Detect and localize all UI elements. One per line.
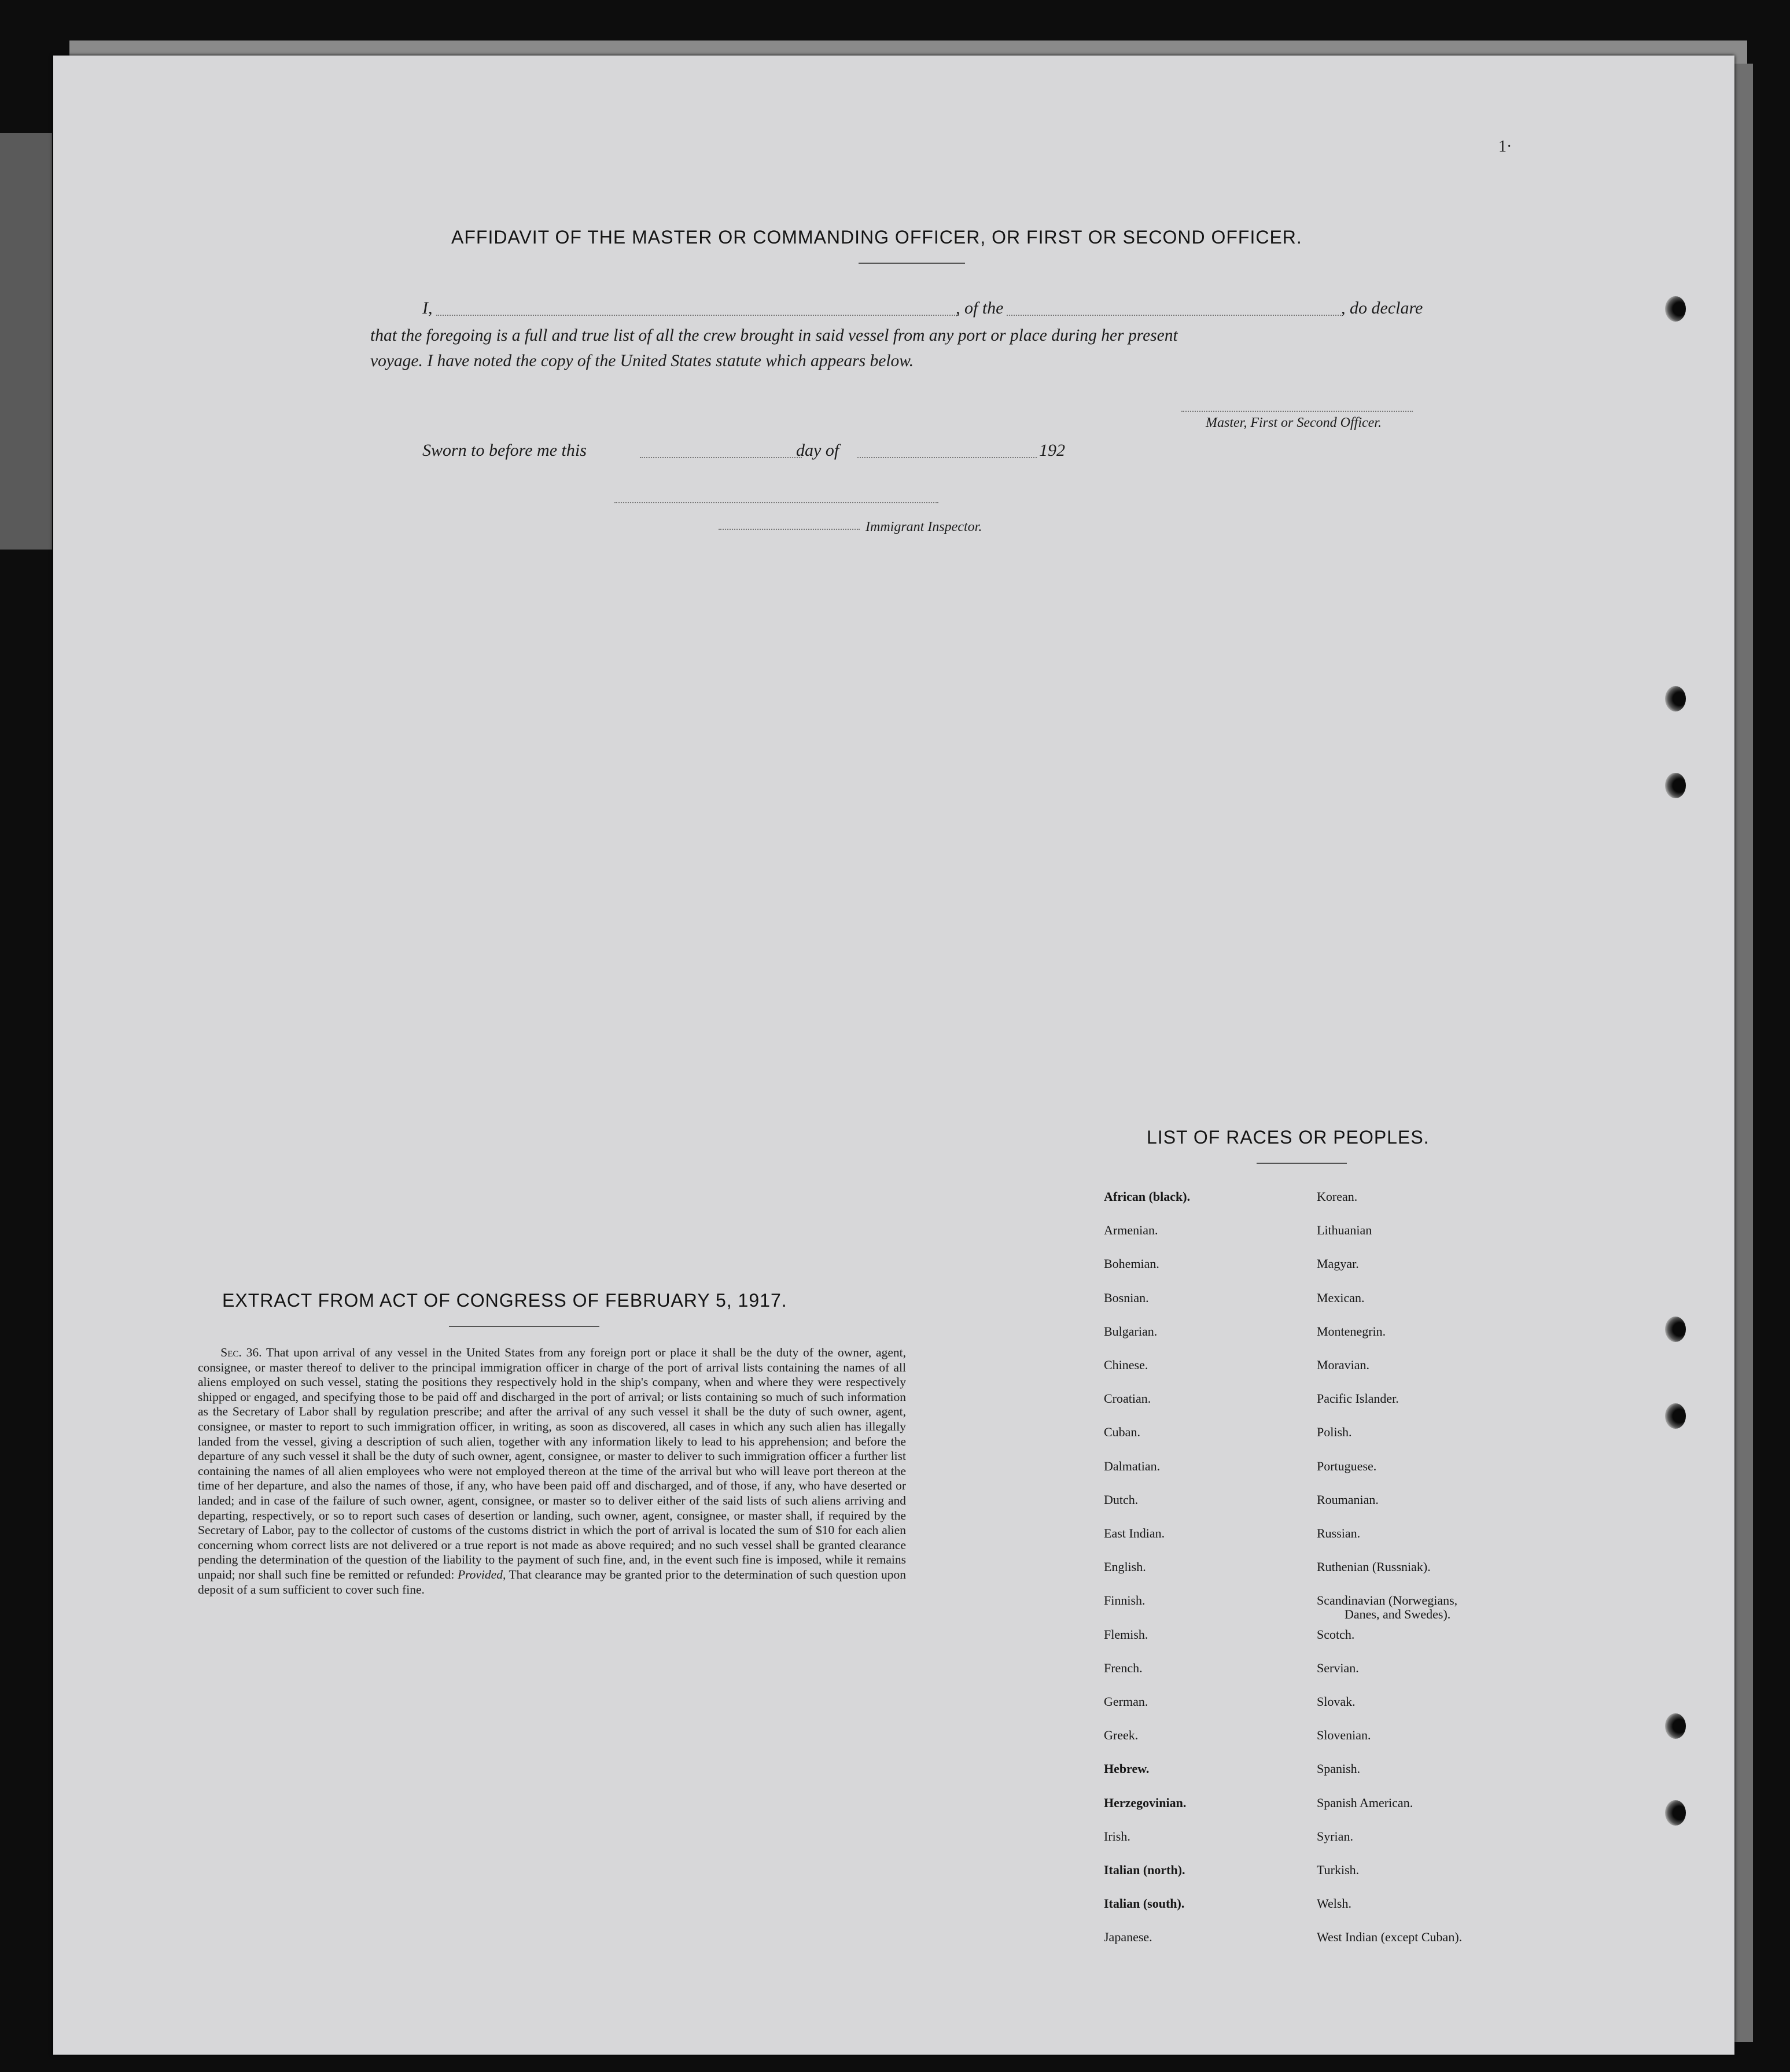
name-line <box>436 315 959 316</box>
affidavit-line-2: that the foregoing is a full and true list of all the crew brought in said vessel from any port or place during her present <box>370 326 1178 345</box>
race-item: Croatian. <box>1104 1391 1151 1406</box>
race-item: Armenian. <box>1104 1223 1158 1237</box>
race-item: Montenegrin. <box>1317 1324 1386 1339</box>
race-item: Japanese. <box>1104 1930 1152 1944</box>
race-item: Herzegovinian. <box>1104 1796 1187 1810</box>
race-item: Spanish. <box>1317 1761 1361 1776</box>
race-item: Chinese. <box>1104 1358 1148 1372</box>
race-item-scandinavian-continued: Danes, and Swedes). <box>1345 1607 1451 1621</box>
provided-word: Provided, <box>457 1567 506 1581</box>
affidavit-title: AFFIDAVIT OF THE MASTER OR COMMANDING OFFICER, OR FIRST OR SECOND OFFICER. <box>451 227 1302 248</box>
race-item: Syrian. <box>1317 1829 1353 1844</box>
manifest-back-page <box>53 56 1734 2055</box>
statute-proviso: That clearance may be granted prior to the determination of such question upon deposit of a sum sufficient to cover such fine. <box>198 1567 907 1597</box>
sworn-prefix: Sworn to before me this <box>422 441 587 460</box>
binder-hole-2 <box>1665 686 1686 711</box>
race-item: Russian. <box>1317 1526 1361 1540</box>
statute-body: That upon arrival of any vessel in the United States from any foreign port or place it shall be the duty of the owner, agent, consignee, or master thereof to deliver to the principal immigration officer in charge of the port of arrival lists containing the names of all aliens employed on such vessel, stating the positions they respectively hold in the ship's company, when and where they were respectively shipped or engaged, and specifying those to be paid off and discharged in the port of arrival; or lists containing so much of such information as the Secretary of Labor shall by regulation prescribe; and after the arrival of any such vessel it shall be the duty of such owner, agent, consignee, or master to report to such immigration officer, in writing, as soon as discovered, all cases in which any such alien has illegally landed from the vessel, giving a description of such alien, together with any information likely to lead to his apprehension; and before the departure of any such vessel it shall be the duty of such owner, agent, consignee, or master to deliver to such immigration officer a further list containing the names of all alien employees who were not employed thereon at the time of the arrival but who will leave port thereon at the time of her departure, and also the names of those, if any, who have been paid off and discharged, and of those, if any, who have deserted or landed; and in case of the failure of such owner, agent, consignee, or master so to deliver either of the said lists of such aliens arriving and departing, respectively, or so to report such cases of desertion or landing, such owner, agent, consignee, or master shall, if required by the Secretary of Labor, pay to the collector of customs of the customs district in which the port of arrival is located the sum of $10 for each alien concerning whom correct lists are not delivered or a true report is not made as above required; and no such vessel shall be granted clearance pending the determination of the question of the liability to the payment of such fine, and, in the event such fine is imposed, while it remains unpaid; nor shall such fine be remitted or refunded: <box>198 1345 906 1581</box>
statute-text <box>198 1345 906 1597</box>
race-item: Italian (south). <box>1104 1896 1185 1911</box>
sworn-day-of: day of <box>796 441 839 460</box>
race-item: English. <box>1104 1559 1146 1574</box>
binder-hole-3 <box>1665 773 1686 798</box>
race-item: Scotch. <box>1317 1627 1355 1642</box>
affidavit-i: I, <box>422 298 433 318</box>
inspector-sig-line <box>614 502 938 503</box>
race-item: Turkish. <box>1317 1863 1360 1877</box>
affidavit-declare: , do declare <box>1341 298 1423 318</box>
extract-title: EXTRACT FROM ACT OF CONGRESS OF FEBRUARY 5, 1917. <box>222 1290 787 1311</box>
race-item: Magyar. <box>1317 1256 1359 1271</box>
race-item: Bosnian. <box>1104 1291 1149 1305</box>
binder-hole-6 <box>1665 1713 1686 1739</box>
race-item: Bulgarian. <box>1104 1324 1158 1339</box>
race-item: French. <box>1104 1661 1143 1675</box>
race-item: Lithuanian <box>1317 1223 1372 1237</box>
race-item: Italian (north). <box>1104 1863 1185 1877</box>
extract-title-rule <box>449 1326 599 1327</box>
race-item: Dalmatian. <box>1104 1459 1161 1473</box>
vessel-line <box>1007 315 1341 316</box>
race-item: Scandinavian (Norwegians, <box>1317 1593 1458 1608</box>
race-item: Slovenian. <box>1317 1728 1371 1742</box>
inspector-label: Immigrant Inspector. <box>865 519 982 534</box>
race-item: Cuban. <box>1104 1425 1140 1439</box>
binder-hole-1 <box>1665 296 1686 322</box>
race-item: East Indian. <box>1104 1526 1165 1540</box>
underlying-sheet-left <box>0 133 52 550</box>
race-item: Hebrew. <box>1104 1761 1150 1776</box>
race-item: Dutch. <box>1104 1492 1139 1507</box>
affidavit-title-rule <box>859 263 965 264</box>
race-item: Spanish American. <box>1317 1796 1413 1810</box>
races-title: LIST OF RACES OR PEOPLES. <box>1147 1127 1430 1148</box>
race-item: Ruthenian (Russniak). <box>1317 1559 1431 1574</box>
race-item: African (black). <box>1104 1189 1191 1204</box>
race-item: Korean. <box>1317 1189 1358 1204</box>
race-item: Greek. <box>1104 1728 1139 1742</box>
race-item: Moravian. <box>1317 1358 1370 1372</box>
race-item: Servian. <box>1317 1661 1359 1675</box>
race-item: Welsh. <box>1317 1896 1351 1911</box>
race-item: Bohemian. <box>1104 1256 1159 1271</box>
race-item: West Indian (except Cuban). <box>1317 1930 1463 1944</box>
inspector-dotted-lead <box>719 529 860 530</box>
binder-hole-7 <box>1665 1800 1686 1826</box>
corner-mark: 1· <box>1498 138 1512 156</box>
race-item: Roumanian. <box>1317 1492 1379 1507</box>
race-item: Polish. <box>1317 1425 1352 1439</box>
race-item: Portuguese. <box>1317 1459 1377 1473</box>
race-item: Slovak. <box>1317 1694 1356 1709</box>
race-item: German. <box>1104 1694 1148 1709</box>
race-item: Mexican. <box>1317 1291 1365 1305</box>
affidavit-line-3: voyage. I have noted the copy of the United States statute which appears below. <box>370 352 914 370</box>
sworn-month-line <box>857 457 1037 458</box>
race-item: Flemish. <box>1104 1627 1148 1642</box>
race-item: Pacific Islander. <box>1317 1391 1399 1406</box>
binder-hole-4 <box>1665 1317 1686 1342</box>
binder-hole-5 <box>1665 1403 1686 1429</box>
races-title-rule <box>1257 1163 1347 1164</box>
sworn-day-line <box>640 457 802 458</box>
affidavit-of-the: , of the <box>956 298 1004 318</box>
sworn-year: 192 <box>1039 441 1065 460</box>
race-item: Finnish. <box>1104 1593 1146 1608</box>
signature-line <box>1181 411 1413 412</box>
section-label: Sec. 36. <box>220 1345 262 1359</box>
signature-label: Master, First or Second Officer. <box>1206 415 1382 430</box>
race-item: Irish. <box>1104 1829 1130 1844</box>
